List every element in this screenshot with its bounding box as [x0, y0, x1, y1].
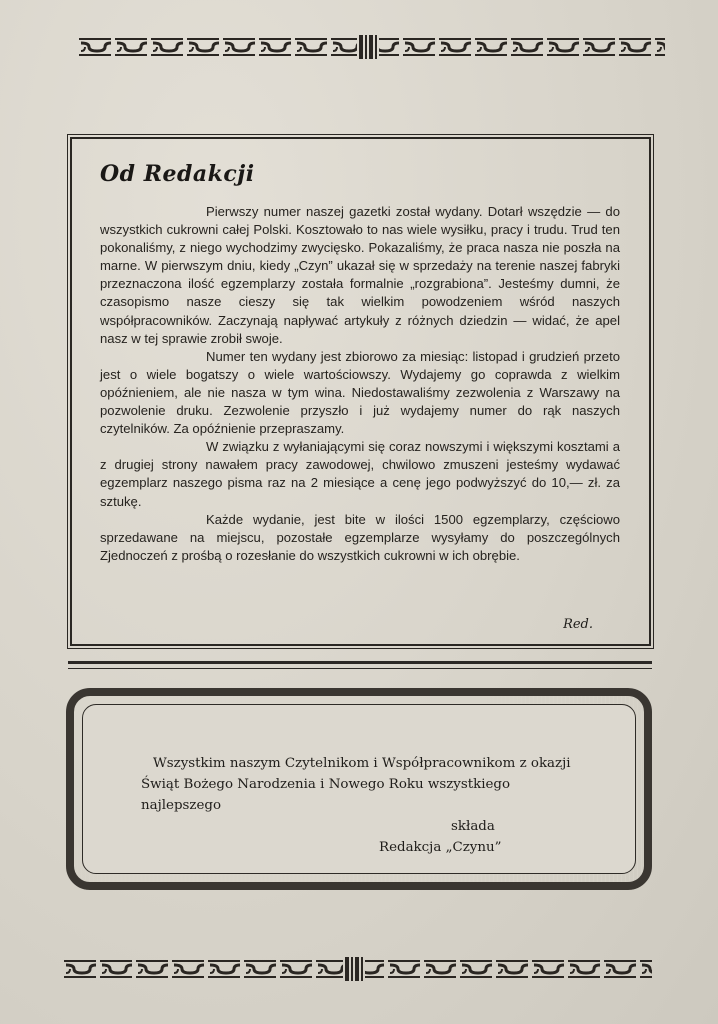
greeting-text: [141, 753, 581, 858]
greeting-line: składa: [451, 819, 495, 834]
editorial-signature: Red.: [563, 617, 593, 632]
greeting-line: Świąt Bożego Narodzenia i Nowego Roku wszystkiego najlepszego: [141, 777, 511, 813]
greeting-signature: Redakcja „Czynu”: [379, 840, 502, 855]
editorial-frame: [70, 137, 651, 646]
editorial-heading: Od Redakcji: [100, 161, 255, 187]
editorial-paragraph: Każde wydanie, jest bite w ilości 1500 egzemplarzy, częściowo sprzedawane na miejscu, pozostałe egzemplarze wysyłamy do poszczególnych Zjednoczeń z prośbą o rozesłanie do wszystkich cukrowni w ich obrębie.: [100, 511, 620, 563]
editorial-body: [100, 203, 620, 565]
greeting-line: Wszystkim naszym Czytelnikom i Współpracownikom z okazji: [153, 756, 571, 771]
editorial-paragraph: W związku z wyłaniającymi się coraz nowszymi i większymi kosztami a z drugiej strony nawałem pracy zawodowej, chwilowo zmuszeni jesteśmy wydawać egzemplarz naszego pisma raz na 2 miesiące a cenę jego podwyższyć do 10,— zł. za sztukę.: [100, 439, 620, 509]
divider-rule: [68, 661, 652, 664]
bottom-ornamental-border: [62, 956, 652, 982]
top-ornamental-border: [77, 34, 665, 60]
editorial-paragraph: Pierwszy numer naszej gazetki został wydany. Dotarł wszędzie — do wszystkich cukrowni całej Polski. Kosztowało to nas wiele wysiłku, pracy i trudu. Trud ten pokonaliśmy, z niego wychodzimy zwycięsko. Pokazaliśmy, że praca nasza nie poszła na marne. W pierwszym dniu, kiedy „Czyn” ukazał się w sprzedaży na terenie naszej fabryki przeznaczona ilość egzemplarzy została formalnie „rozgrabiona”. Jesteśmy dumni, że czasopismo nasze cieszy się tak wielkim powodzeniem wśród naszych współpracowników. Zaczynają napływać artykuły z różnych dziedzin — widać, że apel nasz w tej sprawie zrobił swoje.: [100, 204, 620, 346]
editorial-paragraph: Numer ten wydany jest zbiorowo za miesiąc: listopad i grudzień przeto jest o wiele bogatszy o wiele wartościowszy. Wydajemy go coprawda z wielkim opóźnieniem, ale nie nasza w tym wina. Niedostawaliśmy zezwolenia z Warszawy na pozwolenie druku. Zezwolenie przyszło i już wydajemy numer do rąk naszych czytelników. Za opóźnienie przepraszamy.: [100, 348, 620, 437]
greeting-frame: [66, 688, 652, 890]
divider-rule: [68, 668, 652, 669]
greeting-panel: [82, 704, 636, 874]
